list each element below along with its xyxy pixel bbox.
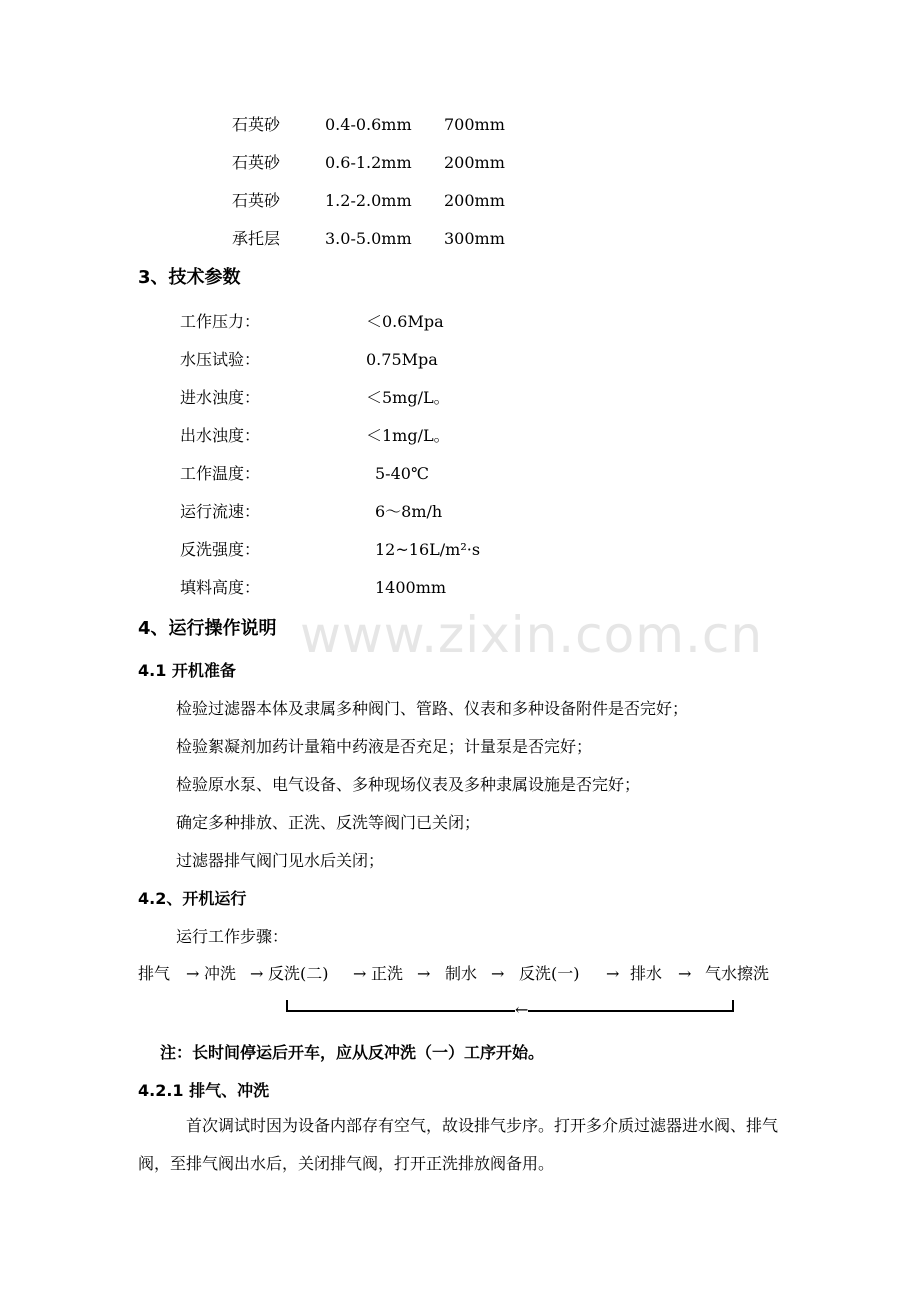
flow-arrow-icon: →: [606, 964, 620, 983]
section-4-heading: 4、运行操作说明: [138, 618, 277, 639]
param-label: 填料高度：: [180, 578, 261, 597]
loop-right-tick: [732, 1000, 734, 1012]
list-item: 检验过滤器本体及隶属多种阀门、管路、仪表和多种设备附件是否完好；: [176, 699, 689, 718]
media-name: 石英砂: [232, 115, 281, 134]
flow-step: 气水擦洗: [705, 964, 770, 983]
section-3-heading: 3、技术参数: [138, 267, 241, 288]
param-value: ＜1mg/L。: [366, 426, 450, 445]
list-item: 确定多种排放、正洗、反洗等阀门已关闭；: [176, 813, 481, 832]
param-value: ＜5mg/L。: [366, 388, 450, 407]
flow-arrow-icon: →: [491, 964, 505, 983]
param-value: ＜0.6Mpa: [366, 312, 444, 331]
list-item: 过滤器排气阀门见水后关闭；: [176, 851, 385, 870]
flow-step: 正洗: [371, 964, 404, 983]
param-value: 5-40℃: [375, 464, 429, 483]
note-text: 注：长时间停运后开车，应从反冲洗（一）工序开始。: [160, 1043, 545, 1062]
body-paragraph: 首次调试时因为设备内部存有空气，故设排气步序。打开多介质过滤器进水阀、排气阀，至排气阀出水后，关闭排气阀，打开正洗排放阀备用。: [138, 1116, 779, 1173]
param-label: 工作温度：: [180, 464, 261, 483]
media-name: 石英砂: [232, 191, 281, 210]
flow-arrow-icon: →: [250, 964, 264, 983]
list-item: 检验原水泵、电气设备、多种现场仪表及多种隶属设施是否完好；: [176, 775, 641, 794]
param-label: 水压试验：: [180, 350, 261, 369]
section-4-1-heading: 4.1 开机准备: [138, 661, 236, 680]
media-height: 700mm: [444, 115, 505, 134]
media-size: 3.0-5.0mm: [325, 229, 412, 248]
flow-arrow-icon: →: [353, 964, 367, 983]
param-label: 运行流速：: [180, 502, 261, 521]
media-height: 200mm: [444, 191, 505, 210]
param-value: 12~16L/m²·s: [375, 540, 481, 559]
steps-intro: 运行工作步骤：: [176, 927, 289, 946]
list-item: 检验絮凝剂加药计量箱中药液是否充足；计量泵是否完好；: [176, 737, 593, 756]
media-size: 0.4-0.6mm: [325, 115, 412, 134]
watermark-text: www.zixin.com.cn: [300, 606, 764, 664]
flow-arrow-icon: →: [678, 964, 692, 983]
flow-step: 排水: [630, 964, 663, 983]
loop-return-line: [286, 1010, 734, 1012]
media-name: 石英砂: [232, 153, 281, 172]
flow-arrow-icon: →: [417, 964, 431, 983]
media-size: 1.2-2.0mm: [325, 191, 412, 210]
flow-arrow-icon: →: [186, 964, 200, 983]
param-label: 反洗强度：: [180, 540, 261, 559]
flow-step: 排气: [138, 964, 171, 983]
media-name: 承托层: [232, 229, 281, 248]
section-4-2-heading: 4.2、开机运行: [138, 889, 247, 908]
param-value: 1400mm: [375, 578, 447, 597]
media-height: 200mm: [444, 153, 505, 172]
param-label: 出水浊度：: [180, 426, 261, 445]
param-label: 工作压力：: [180, 312, 261, 331]
flow-step: 反洗(二): [268, 964, 329, 983]
flow-step: 反洗(一): [519, 964, 580, 983]
flow-step: 冲洗: [204, 964, 237, 983]
flow-step: 制水: [445, 964, 478, 983]
param-value: 0.75Mpa: [366, 350, 438, 369]
section-4-2-1-heading: 4.2.1 排气、冲洗: [138, 1081, 270, 1100]
param-value: 6～8m/h: [375, 502, 443, 521]
media-size: 0.6-1.2mm: [325, 153, 412, 172]
param-label: 进水浊度：: [180, 388, 261, 407]
loop-arrow-icon: ←: [515, 1000, 529, 1019]
media-height: 300mm: [444, 229, 505, 248]
